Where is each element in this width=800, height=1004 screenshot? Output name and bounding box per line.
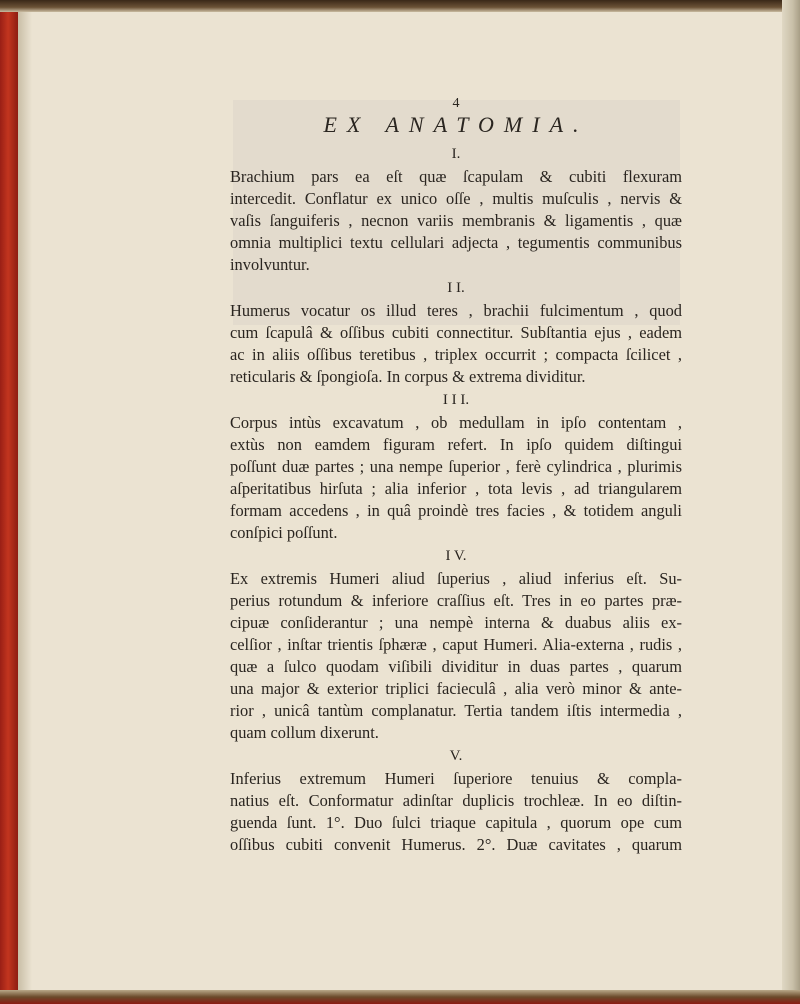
text-line: quæ a ſulco quodam viſibili dividitur in duas partes , quarum	[230, 657, 682, 676]
text-line: cipuæ conſiderantur ; una nempè interna & duabus aliis ex-	[230, 613, 682, 632]
text-line: ac in aliis oſſibus teretibus , triplex occurrit ; compacta ſcilicet ,	[230, 345, 682, 364]
section-numeral: I V.	[445, 548, 467, 564]
text-line: omnia multiplici textu cellulari adjecta , tegumentis communibus	[230, 233, 682, 252]
section-numeral: V.	[449, 748, 463, 764]
text-line: perius rotundum & inferiore craſſius eſt. Tres in eo partes præ-	[230, 591, 682, 610]
text-line: Inferius extremum Humeri ſuperiore tenuius & compla-	[230, 769, 682, 788]
text-line: aſperitatibus hirſuta ; alia inferior , tota levis , ad triangularem	[230, 479, 682, 498]
section-4	[230, 544, 682, 744]
text-line: celſior , inſtar trientis ſphæræ , caput Humeri. Alia-externa , rudis ,	[230, 635, 682, 654]
gutter-shadow	[18, 0, 32, 1004]
text-line: Corpus intùs excavatum , ob medullam in ipſo contentam ,	[230, 413, 682, 432]
section-paragraph	[230, 412, 682, 544]
text-line: conſpici poſſunt.	[230, 523, 338, 542]
section-5	[230, 744, 682, 856]
section-paragraph	[230, 768, 682, 856]
text-line: natius eſt. Conformatur adinſtar duplicis trochleæ. In eo diſtin-	[230, 791, 682, 810]
top-page-edge	[0, 0, 800, 12]
section-1	[230, 142, 682, 276]
text-line: una major & exterior triplici facieculâ , alia verò minor & ante-	[230, 679, 682, 698]
section-paragraph	[230, 166, 682, 276]
page-text-block	[230, 96, 682, 856]
text-line: guenda ſunt. 1°. Duo ſulci triaque capitula , quorum ope cum	[230, 813, 682, 832]
section-2	[230, 276, 682, 388]
text-line: poſſunt duæ partes ; una nempe ſuperior , ferè cylindrica , plurimis	[230, 457, 682, 476]
text-line: Brachium pars ea eſt quæ ſcapulam & cubiti flexuram	[230, 167, 682, 186]
page-title: EX ANATOMIA.	[323, 112, 589, 137]
section-paragraph	[230, 300, 682, 388]
text-line: extùs non eamdem figuram refert. In ipſo quidem diſtingui	[230, 435, 682, 454]
section-numeral: I I.	[447, 280, 465, 296]
section-numeral: I I I.	[442, 392, 470, 408]
text-line: oſſibus cubiti convenit Humerus. 2°. Duæ cavitates , quarum	[230, 835, 682, 854]
section-paragraph	[230, 568, 682, 744]
red-spine-edge	[0, 0, 18, 1004]
text-line: involvuntur.	[230, 255, 310, 274]
text-line: Ex extremis Humeri aliud ſuperius , aliud inferius eſt. Su-	[230, 569, 682, 588]
bottom-page-edge	[0, 990, 800, 1004]
page-number: 4	[452, 96, 460, 111]
text-line: cum ſcapulâ & oſſibus cubiti connectitur. Subſtantia ejus , eadem	[230, 323, 682, 342]
text-line: rior , unicâ tantùm complanatur. Tertia tandem iſtis intermedia ,	[230, 701, 682, 720]
text-line: intercedit. Conflatur ex unico oſſe , multis muſculis , nervis &	[230, 189, 682, 208]
text-line: vaſis ſanguiferis , necnon variis membranis & ligamentis , quæ	[230, 211, 682, 230]
text-line: Humerus vocatur os illud teres , brachii fulcimentum , quod	[230, 301, 682, 320]
text-line: formam accedens , in quâ proindè tres facies , & totidem anguli	[230, 501, 682, 520]
right-page-edge	[782, 0, 800, 1004]
text-line: quam collum dixerunt.	[230, 723, 379, 742]
text-line: reticularis & ſpongioſa. In corpus & extrema dividitur.	[230, 367, 586, 386]
section-3	[230, 388, 682, 544]
section-numeral: I.	[451, 146, 461, 162]
